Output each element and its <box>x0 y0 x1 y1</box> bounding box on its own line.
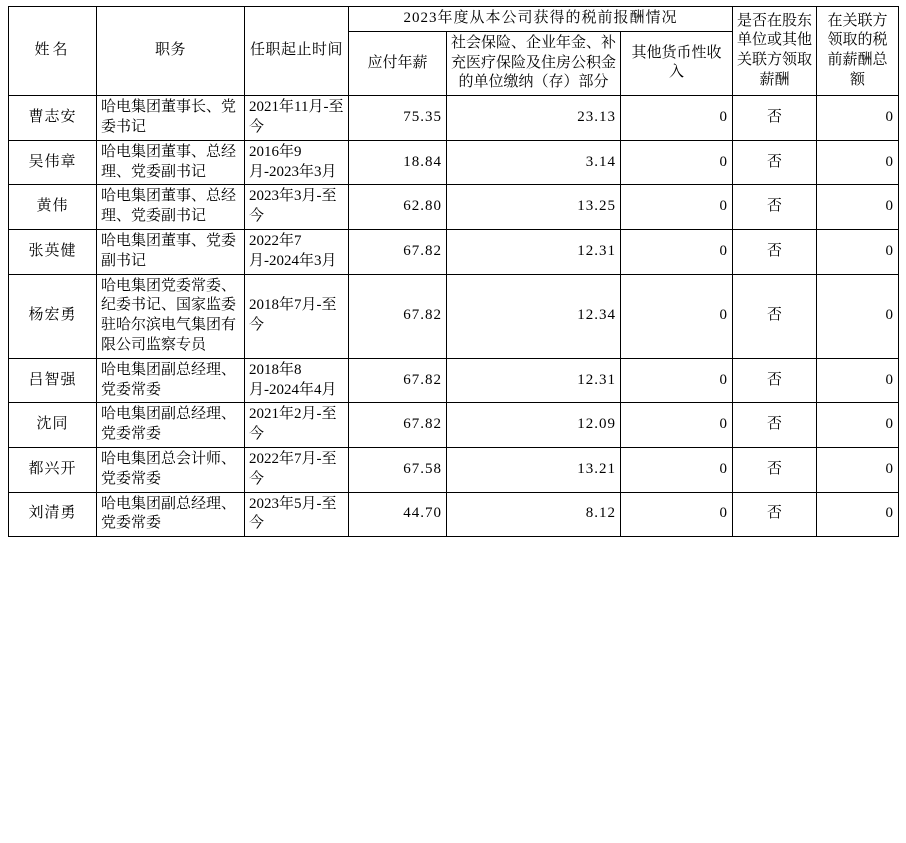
cell-insurance: 23.13 <box>447 96 621 141</box>
cell-related-total: 0 <box>817 274 899 358</box>
cell-period: 2016年9月-2023年3月 <box>245 140 349 185</box>
cell-insurance: 13.25 <box>447 185 621 230</box>
cell-name: 张英健 <box>9 229 97 274</box>
cell-annual-salary: 67.82 <box>349 403 447 448</box>
cell-insurance: 3.14 <box>447 140 621 185</box>
cell-from-shareholder: 否 <box>733 185 817 230</box>
cell-annual-salary: 67.82 <box>349 274 447 358</box>
cell-annual-salary: 67.58 <box>349 447 447 492</box>
cell-name: 刘清勇 <box>9 492 97 537</box>
col-header-related-total: 在关联方领取的税前薪酬总额 <box>817 7 899 96</box>
cell-name: 黄伟 <box>9 185 97 230</box>
cell-period: 2018年7月-至今 <box>245 274 349 358</box>
cell-period: 2021年11月-至今 <box>245 96 349 141</box>
cell-name: 杨宏勇 <box>9 274 97 358</box>
cell-insurance: 13.21 <box>447 447 621 492</box>
cell-other-income: 0 <box>621 185 733 230</box>
cell-from-shareholder: 否 <box>733 140 817 185</box>
cell-from-shareholder: 否 <box>733 274 817 358</box>
col-header-name: 姓名 <box>9 7 97 96</box>
executive-compensation-table <box>8 6 899 537</box>
cell-other-income: 0 <box>621 96 733 141</box>
col-header-group-compensation: 2023年度从本公司获得的税前报酬情况 <box>349 7 733 32</box>
table-row <box>9 185 899 230</box>
cell-related-total: 0 <box>817 447 899 492</box>
cell-annual-salary: 44.70 <box>349 492 447 537</box>
cell-related-total: 0 <box>817 140 899 185</box>
cell-other-income: 0 <box>621 492 733 537</box>
cell-period: 2022年7月-至今 <box>245 447 349 492</box>
cell-period: 2023年5月-至今 <box>245 492 349 537</box>
cell-annual-salary: 67.82 <box>349 229 447 274</box>
cell-period: 2021年2月-至今 <box>245 403 349 448</box>
table-row <box>9 229 899 274</box>
cell-other-income: 0 <box>621 140 733 185</box>
table-row <box>9 274 899 358</box>
cell-position: 哈电集团总会计师、党委常委 <box>97 447 245 492</box>
cell-other-income: 0 <box>621 274 733 358</box>
col-header-position: 职务 <box>97 7 245 96</box>
cell-insurance: 8.12 <box>447 492 621 537</box>
col-header-from-shareholder: 是否在股东单位或其他关联方领取薪酬 <box>733 7 817 96</box>
cell-position: 哈电集团董事、总经理、党委副书记 <box>97 140 245 185</box>
cell-position: 哈电集团董事长、党委书记 <box>97 96 245 141</box>
table-row <box>9 96 899 141</box>
cell-from-shareholder: 否 <box>733 358 817 403</box>
table-row <box>9 403 899 448</box>
cell-annual-salary: 67.82 <box>349 358 447 403</box>
col-header-period: 任职起止时间 <box>245 7 349 96</box>
cell-annual-salary: 62.80 <box>349 185 447 230</box>
table-header <box>9 7 899 96</box>
cell-other-income: 0 <box>621 403 733 448</box>
cell-period: 2022年7月-2024年3月 <box>245 229 349 274</box>
col-header-insurance: 社会保险、企业年金、补充医疗保险及住房公积金的单位缴纳（存）部分 <box>447 31 621 95</box>
cell-other-income: 0 <box>621 229 733 274</box>
cell-name: 都兴开 <box>9 447 97 492</box>
table-row <box>9 492 899 537</box>
table-row <box>9 140 899 185</box>
cell-insurance: 12.09 <box>447 403 621 448</box>
cell-other-income: 0 <box>621 447 733 492</box>
cell-annual-salary: 75.35 <box>349 96 447 141</box>
cell-position: 哈电集团董事、总经理、党委副书记 <box>97 185 245 230</box>
cell-name: 吕智强 <box>9 358 97 403</box>
cell-annual-salary: 18.84 <box>349 140 447 185</box>
cell-related-total: 0 <box>817 492 899 537</box>
cell-position: 哈电集团副总经理、党委常委 <box>97 492 245 537</box>
cell-insurance: 12.31 <box>447 229 621 274</box>
cell-position: 哈电集团党委常委、纪委书记、国家监委驻哈尔滨电气集团有限公司监察专员 <box>97 274 245 358</box>
cell-position: 哈电集团董事、党委副书记 <box>97 229 245 274</box>
cell-name: 曹志安 <box>9 96 97 141</box>
table-row <box>9 447 899 492</box>
cell-period: 2018年8月-2024年4月 <box>245 358 349 403</box>
cell-position: 哈电集团副总经理、党委常委 <box>97 358 245 403</box>
cell-insurance: 12.34 <box>447 274 621 358</box>
cell-related-total: 0 <box>817 96 899 141</box>
table-header-row-1 <box>9 7 899 32</box>
cell-from-shareholder: 否 <box>733 229 817 274</box>
cell-name: 吴伟章 <box>9 140 97 185</box>
cell-period: 2023年3月-至今 <box>245 185 349 230</box>
cell-other-income: 0 <box>621 358 733 403</box>
cell-from-shareholder: 否 <box>733 96 817 141</box>
table-body <box>9 96 899 537</box>
cell-related-total: 0 <box>817 229 899 274</box>
cell-related-total: 0 <box>817 185 899 230</box>
cell-position: 哈电集团副总经理、党委常委 <box>97 403 245 448</box>
cell-insurance: 12.31 <box>447 358 621 403</box>
col-header-other-income: 其他货币性收入 <box>621 31 733 95</box>
cell-related-total: 0 <box>817 403 899 448</box>
cell-from-shareholder: 否 <box>733 492 817 537</box>
cell-name: 沈同 <box>9 403 97 448</box>
col-header-annual-salary: 应付年薪 <box>349 31 447 95</box>
table-row <box>9 358 899 403</box>
cell-related-total: 0 <box>817 358 899 403</box>
cell-from-shareholder: 否 <box>733 403 817 448</box>
cell-from-shareholder: 否 <box>733 447 817 492</box>
